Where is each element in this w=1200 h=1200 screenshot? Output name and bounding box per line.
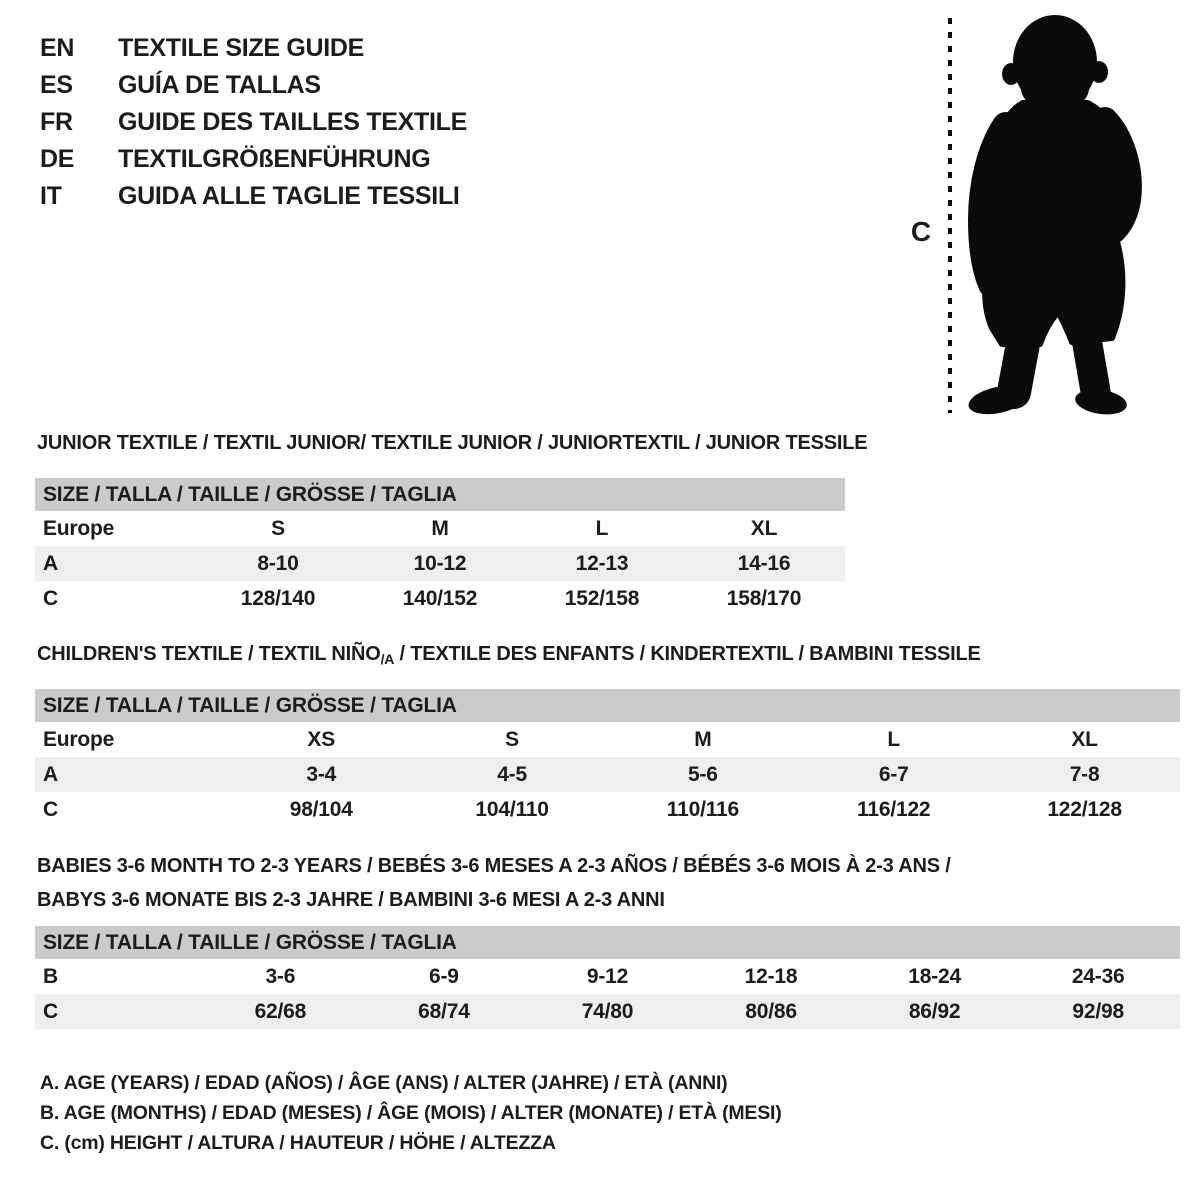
table-cell: XL [1071, 727, 1098, 751]
table-cell: 18-24 [908, 964, 961, 988]
row-label: Europe [43, 727, 115, 751]
table-cell: 116/122 [857, 797, 931, 821]
table-cell: 7-8 [989, 757, 1180, 792]
table-cell: S [505, 727, 519, 751]
language-title: TEXTILE SIZE GUIDE [118, 34, 365, 62]
table-cell: 6-9 [429, 964, 459, 988]
table-cell: XS [307, 727, 336, 751]
legend-line-c: C. (cm) HEIGHT / ALTURA / HAUTEUR / HÖHE / ALTEZZA [40, 1132, 556, 1154]
table-row [35, 546, 845, 581]
table-row [35, 959, 1180, 994]
language-row [40, 30, 467, 67]
language-code: ES [40, 71, 73, 99]
size-header-row [35, 689, 1180, 722]
size-header-label: SIZE / TALLA / TAILLE / GRÖSSE / TAGLIA [35, 926, 1180, 959]
babies-title-line2: BABYS 3-6 MONATE BIS 2-3 JAHRE / BAMBINI 3-6 MESI A 2-3 ANNI [37, 889, 665, 911]
language-title: GUIDE DES TAILLES TEXTILE [118, 108, 468, 136]
height-measure-label: C [910, 216, 932, 247]
language-title: GUÍA DE TALLAS [118, 71, 321, 99]
row-label: C [43, 586, 58, 610]
table-cell: 104/110 [475, 797, 549, 821]
table-row [35, 722, 1180, 757]
table-cell: 8-10 [197, 546, 359, 581]
size-header-label: SIZE / TALLA / TAILLE / GRÖSSE / TAGLIA [35, 689, 1180, 722]
table-cell: 158/170 [726, 586, 802, 610]
row-label: A [35, 757, 226, 792]
table-cell: XL [750, 516, 778, 540]
children-section-title [37, 643, 981, 667]
table-row [35, 511, 845, 546]
row-label: C [43, 797, 58, 821]
table-cell: M [694, 727, 712, 751]
table-cell: 80/86 [689, 994, 853, 1029]
row-label: A [35, 546, 197, 581]
table-cell: 128/140 [240, 586, 316, 610]
babies-title-line1: BABIES 3-6 MONTH TO 2-3 YEARS / BEBÉS 3-6 MESES A 2-3 AÑOS / BÉBÉS 3-6 MOIS À 2-3 ANS / [37, 855, 951, 877]
toddler-silhouette [966, 15, 1129, 418]
table-cell: 3-6 [265, 964, 296, 988]
table-cell: L [887, 727, 901, 751]
size-header-label: SIZE / TALLA / TAILLE / GRÖSSE / TAGLIA [35, 478, 845, 511]
table-cell: 24-36 [1071, 964, 1125, 988]
table-cell: 12-18 [744, 964, 798, 988]
table-cell: 3-4 [226, 757, 417, 792]
language-code: EN [40, 34, 75, 62]
table-row [35, 994, 1180, 1029]
language-code: FR [40, 108, 73, 136]
junior-section-title: JUNIOR TEXTILE / TEXTIL JUNIOR/ TEXTILE JUNIOR / JUNIORTEXTIL / JUNIOR TESSILE [37, 432, 868, 454]
row-label: C [35, 994, 199, 1029]
language-row [40, 178, 467, 215]
table-cell: 140/152 [402, 586, 478, 610]
table-cell: 122/128 [1047, 797, 1122, 821]
table-cell: 14-16 [683, 546, 845, 581]
table-cell: 86/92 [853, 994, 1017, 1029]
children-title-main: CHILDREN'S TEXTILE / TEXTIL NIÑO [37, 643, 381, 665]
children-title-rest: / TEXTILE DES ENFANTS / KINDERTEXTIL / BAMBINI TESSILE [394, 643, 981, 665]
size-header-row [35, 926, 1180, 959]
legend-line-a: A. AGE (YEARS) / EDAD (AÑOS) / ÂGE (ANS) / ALTER (JAHRE) / ETÀ (ANNI) [40, 1072, 728, 1094]
table-cell: 5-6 [607, 757, 798, 792]
babies-size-table [35, 926, 1180, 1029]
table-cell: 98/104 [289, 797, 353, 821]
size-header-row [35, 478, 845, 511]
table-cell: M [431, 516, 449, 540]
language-list [40, 30, 467, 215]
language-row [40, 67, 467, 104]
junior-size-table [35, 478, 845, 616]
table-cell: 4-5 [417, 757, 608, 792]
table-cell: 9-12 [586, 964, 629, 988]
table-row [35, 757, 1180, 792]
table-cell: 92/98 [1016, 994, 1180, 1029]
table-cell: 6-7 [798, 757, 989, 792]
table-cell: 152/158 [564, 586, 640, 610]
children-size-table [35, 689, 1180, 827]
table-cell: 62/68 [199, 994, 363, 1029]
table-cell: L [595, 516, 609, 540]
table-cell: S [271, 516, 285, 540]
table-cell: 12-13 [521, 546, 683, 581]
row-label: B [43, 964, 58, 988]
babies-section-title [37, 849, 951, 917]
language-row [40, 141, 467, 178]
language-title: TEXTILGRÖßENFÜHRUNG [118, 145, 431, 173]
table-row [35, 792, 1180, 827]
language-title: GUIDA ALLE TAGLIE TESSILI [118, 182, 460, 210]
language-row [40, 104, 467, 141]
table-cell: 110/116 [666, 797, 739, 821]
children-title-sub: /A [380, 651, 395, 667]
legend-line-b: B. AGE (MONTHS) / EDAD (MESES) / ÂGE (MOIS) / ALTER (MONATE) / ETÀ (MESI) [40, 1102, 782, 1124]
row-label: Europe [43, 516, 115, 540]
table-cell: 74/80 [526, 994, 690, 1029]
language-code: DE [40, 145, 75, 173]
measurement-legend [40, 1068, 782, 1158]
language-code: IT [40, 182, 62, 210]
table-cell: 68/74 [362, 994, 526, 1029]
table-row [35, 581, 845, 616]
table-cell: 10-12 [359, 546, 521, 581]
toddler-silhouette-figure [900, 8, 1160, 418]
